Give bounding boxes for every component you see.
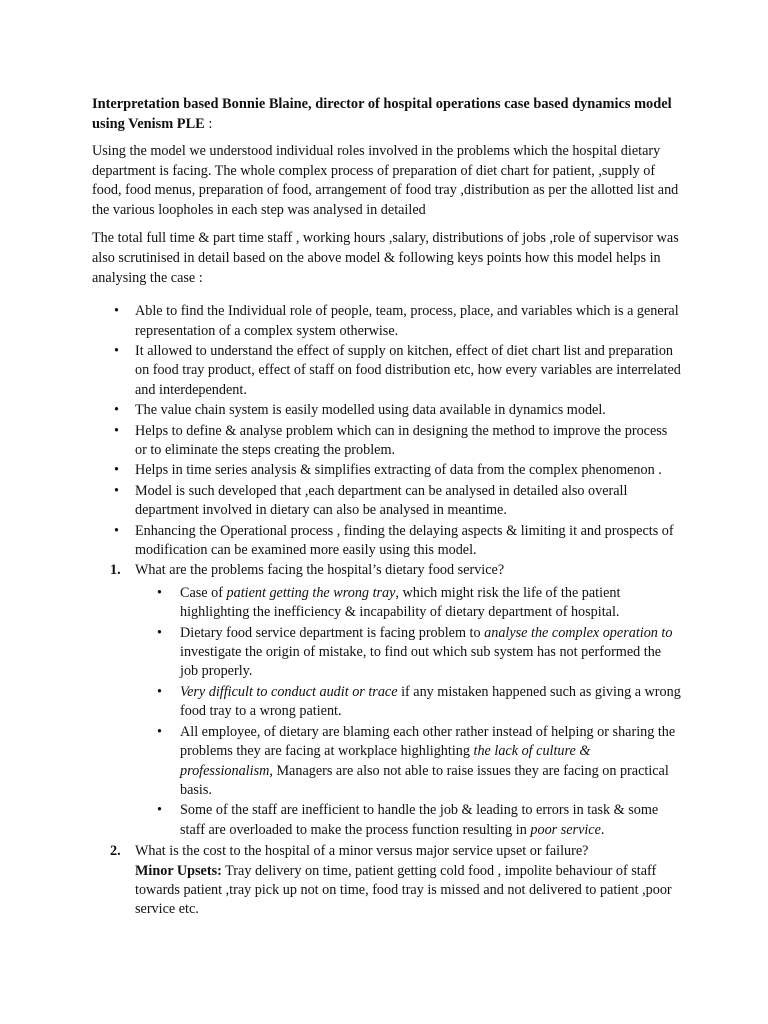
list-item-text: Case of <box>180 584 227 601</box>
list-item <box>92 522 682 561</box>
minor-upsets-text: Tray delivery on time, patient getting cold food , impolite behaviour of staff towards patient ,tray pick up not on time, food tray is missed and not delivered to patient ,poor service etc. <box>135 862 672 918</box>
question-2 <box>92 842 682 920</box>
list-item-text: Able to find the Individual role of people, team, process, place, and variables which is a general representation of a complex system otherwise. <box>135 303 679 339</box>
list-item-text: Dietary food service department is facing problem to <box>180 624 485 641</box>
list-item <box>92 482 682 521</box>
list-item <box>135 723 682 801</box>
list-item-text: Helps to define & analyse problem which can in designing the method to improve the process or to eliminate the steps creating the problem. <box>135 422 668 458</box>
list-item-text: Enhancing the Operational process , finding the delaying aspects & limiting it and prospects of modification can be examined more easily using this model. <box>135 522 674 559</box>
list-item-text: Managers are also not able to raise issues they are facing on practical basis. <box>180 762 669 798</box>
bullet-icon: • <box>114 462 119 479</box>
emphasis-text: patient getting the wrong tray <box>226 584 396 601</box>
list-item-text: All employee, of dietary are blaming each other rather instead of helping or sharing the problems they are facing at workplace highlighting <box>180 723 676 760</box>
question-text: What is the cost to the hospital of a minor versus major service upset or failure? <box>135 843 589 860</box>
emphasis-text: analyse the complex operation to <box>484 624 673 641</box>
list-item <box>92 342 682 400</box>
question-number: 2. <box>110 843 121 860</box>
bullet-icon: • <box>157 584 162 601</box>
question-1 <box>92 561 682 840</box>
list-item-text: . <box>600 821 605 838</box>
question-text: What are the problems facing the hospital’s dietary food service? <box>135 562 505 579</box>
list-item <box>135 584 682 623</box>
document-heading <box>92 94 682 134</box>
paragraph-model-roles: Using the model we understood individual roles involved in the problems which the hospital dietary department is facing. The whole complex process of preparation of diet chart for patient, ,supply of food, food menus, preparation of food, arrangement of food tray ,distribution as per the allotted list and the various loopholes in each step was analysed in detailed <box>92 143 679 218</box>
paragraph-staff: The total full time & part time staff , working hours ,salary, distributions of jobs ,role of supervisor was also scrutinised in detail based on the above model & following keys points how this model helps in analysing the case : <box>92 230 679 286</box>
list-item-text: , which might risk the life of the patient highlighting the inefficiency & incapability of dietary department of hospital. <box>180 584 621 621</box>
emphasis-text: poor service <box>530 821 601 838</box>
bullet-icon: • <box>157 683 162 700</box>
bullet-icon: • <box>114 303 119 320</box>
list-item-text: Some of the staff are inefficient to handle the job & leading to errors in task & some staff are overloaded to make the process function resulting in <box>180 802 659 838</box>
list-item-text: Helps in time series analysis & simplifies extracting of data from the complex phenomenon . <box>135 462 662 479</box>
key-points-list <box>92 302 682 560</box>
bullet-icon: • <box>114 402 119 419</box>
list-item-text: Model is such developed that ,each department can be analysed in detailed also overall department involved in dietary can also be analysed in meantime. <box>135 482 628 519</box>
heading-suffix: : <box>204 116 213 132</box>
question-number: 1. <box>110 562 121 579</box>
emphasis-text: the lack of culture & professionalism, <box>180 743 591 779</box>
list-item <box>135 801 682 840</box>
list-item <box>92 401 682 420</box>
list-item-text: investigate the origin of mistake, to find out which sub system has not performed the job properly. <box>180 644 662 680</box>
list-item-text: It allowed to understand the effect of supply on kitchen, effect of diet chart list and preparation on food tray product, effect of staff on food distribution etc, how every variables are interrelated and interdependent. <box>135 342 681 398</box>
bullet-icon: • <box>114 522 119 539</box>
list-item <box>92 422 682 461</box>
minor-upsets-label: Minor Upsets: <box>135 862 222 879</box>
question-1-answers <box>92 584 682 840</box>
list-item <box>92 302 682 341</box>
list-item <box>92 461 682 480</box>
bullet-icon: • <box>157 624 162 641</box>
list-item <box>135 624 682 682</box>
list-item-text: The value chain system is easily modelled using data available in dynamics model. <box>135 402 606 419</box>
list-item-text: if any mistaken happened such as giving a wrong food tray to a wrong patient. <box>180 683 681 720</box>
bullet-icon: • <box>114 482 119 499</box>
bullet-icon: • <box>157 723 162 740</box>
bullet-icon: • <box>114 342 119 359</box>
questions-list <box>92 561 682 919</box>
bullet-icon: • <box>114 422 119 439</box>
bullet-icon: • <box>157 802 162 819</box>
heading-main: Interpretation based Bonnie Blaine, director of hospital operations case based dynamics model using Venism PLE <box>92 96 672 132</box>
emphasis-text: Very difficult to conduct audit or trace <box>180 683 398 700</box>
list-item <box>135 683 682 722</box>
